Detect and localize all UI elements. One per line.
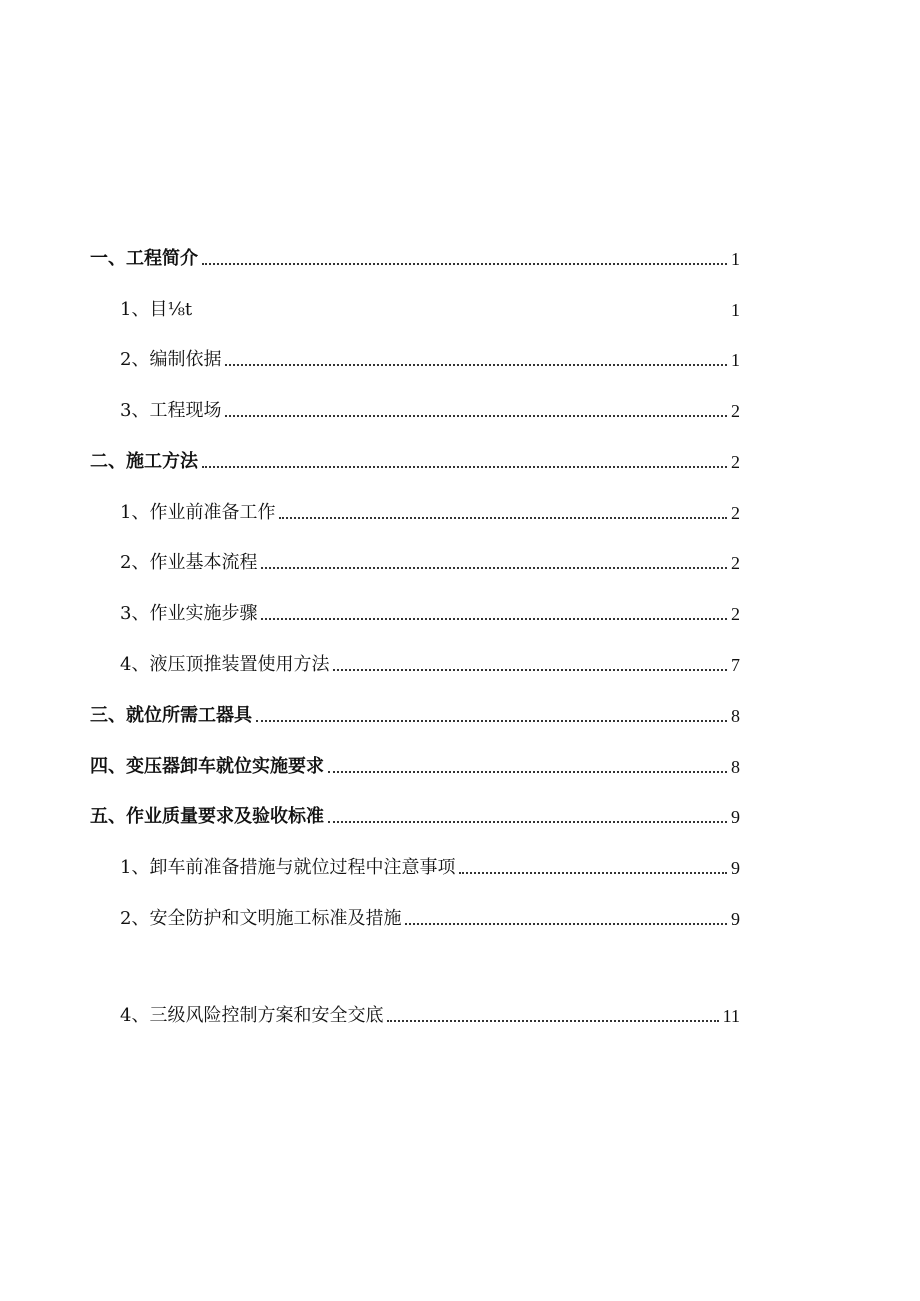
toc-entry-page: 2 xyxy=(731,503,740,523)
toc-entry[interactable] xyxy=(90,798,740,828)
toc-entry-page: 9 xyxy=(731,807,740,827)
toc-entry-title: 三、就位所需工器具 xyxy=(90,705,252,726)
toc-entry[interactable] xyxy=(90,240,740,270)
toc-entry-page: 8 xyxy=(731,706,740,726)
dot-leader xyxy=(261,618,727,620)
toc-entry[interactable] xyxy=(120,849,740,879)
toc-entry-page: 2 xyxy=(731,604,740,624)
dot-leader xyxy=(459,872,727,874)
dot-leader xyxy=(225,415,727,417)
toc-entry-page: 2 xyxy=(731,553,740,573)
toc-entry-title: 3、作业实施步骤 xyxy=(120,603,258,624)
toc-entry[interactable] xyxy=(120,341,740,371)
toc-entry-title: 1、目⅛t xyxy=(120,299,193,320)
dot-leader xyxy=(261,567,727,569)
toc-entry[interactable] xyxy=(120,997,740,1027)
dot-leader xyxy=(328,821,727,823)
dot-leader xyxy=(279,517,727,519)
toc-entry-title: 一、工程简介 xyxy=(90,248,198,269)
dot-leader xyxy=(405,923,727,925)
toc-entry-title: 2、安全防护和文明施工标准及措施 xyxy=(120,908,402,929)
toc-entry[interactable] xyxy=(90,443,740,473)
toc-entry-title: 2、作业基本流程 xyxy=(120,552,258,573)
toc-entry-page: 11 xyxy=(722,1006,740,1026)
toc-entry-page: 9 xyxy=(731,858,740,878)
toc-entry[interactable] xyxy=(90,697,740,727)
toc-entry-page: 1 xyxy=(731,249,740,269)
toc-entry-page: 1 xyxy=(731,350,740,370)
toc-entry-title: 1、作业前准备工作 xyxy=(120,502,276,523)
toc-entry-page: 8 xyxy=(731,757,740,777)
toc-entry[interactable] xyxy=(120,291,740,321)
toc-entry-title: 五、作业质量要求及验收标准 xyxy=(90,806,324,827)
toc-entry-title: 4、液压顶推装置使用方法 xyxy=(120,654,330,675)
toc-entry-title: 3、工程现场 xyxy=(120,400,222,421)
dot-leader xyxy=(328,771,727,773)
toc-entry-title: 2、编制依据 xyxy=(120,349,222,370)
dot-leader xyxy=(256,720,727,722)
toc-entry-page: 1 xyxy=(731,300,740,320)
toc-entry[interactable] xyxy=(120,646,740,676)
toc-entry[interactable] xyxy=(120,392,740,422)
toc-entry[interactable] xyxy=(120,900,740,930)
dot-leader xyxy=(202,263,727,265)
dot-leader xyxy=(202,466,727,468)
toc-entry[interactable] xyxy=(120,494,740,524)
toc-entry-title: 1、卸车前准备措施与就位过程中注意事项 xyxy=(120,857,456,878)
toc-entry[interactable] xyxy=(90,748,740,778)
toc-entry[interactable] xyxy=(120,544,740,574)
toc-entry-page: 2 xyxy=(731,452,740,472)
toc-entry-title: 四、变压器卸车就位实施要求 xyxy=(90,756,324,777)
toc-entry-page: 2 xyxy=(731,401,740,421)
toc-entry-page: 7 xyxy=(731,655,740,675)
toc-entry-title: 二、施工方法 xyxy=(90,451,198,472)
toc-entry-page: 9 xyxy=(731,909,740,929)
dot-leader xyxy=(333,669,727,671)
dot-leader xyxy=(387,1020,718,1022)
dot-leader xyxy=(225,364,727,366)
toc-entry-title: 4、三级风险控制方案和安全交底 xyxy=(120,1005,384,1026)
toc-entry[interactable] xyxy=(120,595,740,625)
